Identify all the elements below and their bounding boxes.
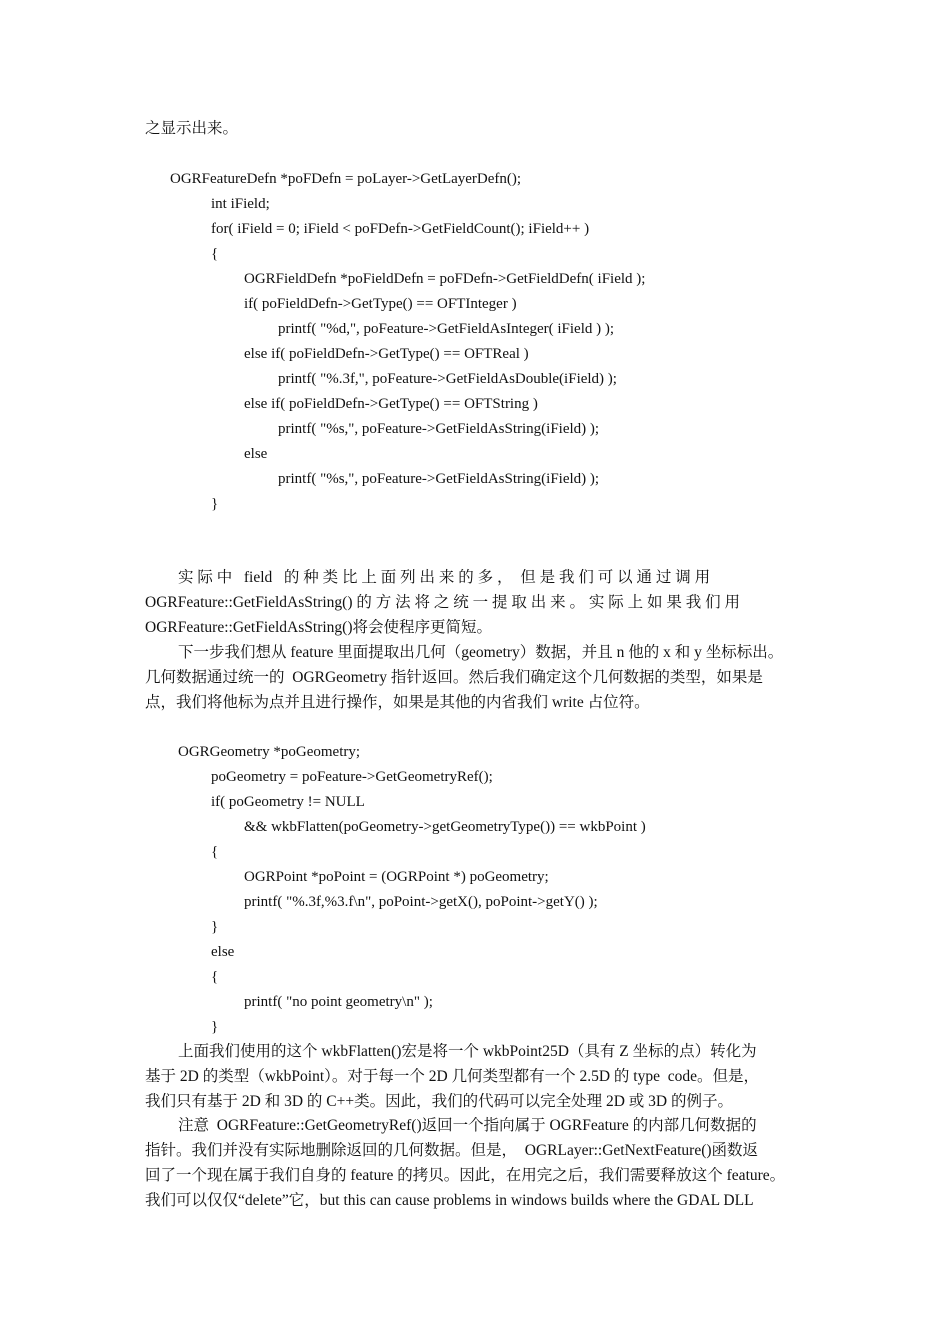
paragraph-line: 基于 2D 的类型（wkbPoint）。对于每一个 2D 几何类型都有一个 2.5D 的 type code。但是， <box>145 1068 759 1085</box>
paragraph-line: 点，我们将他标为点并且进行操作，如果是其他的内省我们 write 占位符。 <box>145 694 650 711</box>
code-line: } <box>211 496 219 512</box>
code-line: printf( "%d,", poFeature->GetFieldAsInteger( iField ) ); <box>278 321 615 337</box>
code-line: OGRGeometry *poGeometry; <box>178 744 361 760</box>
paragraph-line: 回了一个现在属于我们自身的 feature 的拷贝。因此，在用完之后，我们需要释放这个 feature。 <box>145 1167 786 1184</box>
code-line: OGRPoint *poPoint = (OGRPoint *) poGeometry; <box>244 869 549 885</box>
code-line: && wkbFlatten(poGeometry->getGeometryType()) == wkbPoint ) <box>244 819 646 835</box>
code-line: } <box>211 919 219 935</box>
paragraph-line: 上面我们使用的这个 wkbFlatten()宏是将一个 wkbPoint25D（具有 Z 坐标的点）转化为 <box>178 1043 757 1060</box>
code-line: OGRFieldDefn *poFieldDefn = poFDefn->GetFieldDefn( iField ); <box>244 271 646 287</box>
code-line: } <box>211 1019 219 1035</box>
code-line: printf( "%s,", poFeature->GetFieldAsString(iField) ); <box>278 421 600 437</box>
paragraph-line: 实 际 中 field 的 种 类 比 上 面 列 出 来 的 多 ， 但 是 我 们 可 以 通 过 调 用 <box>178 569 711 586</box>
intro-line: 之显示出来。 <box>145 120 239 137</box>
paragraph-line: 下一步我们想从 feature 里面提取出几何（geometry）数据，并且 n 他的 x 和 y 坐标标出。 <box>178 644 784 661</box>
paragraph-line: 注意 OGRFeature::GetGeometryRef()返回一个指向属于 OGRFeature 的内部几何数据的 <box>178 1117 757 1134</box>
code-line: else if( poFieldDefn->GetType() == OFTReal ) <box>244 346 529 362</box>
code-line: int iField; <box>211 196 270 212</box>
code-line: printf( "%s,", poFeature->GetFieldAsString(iField) ); <box>278 471 600 487</box>
code-line: for( iField = 0; iField < poFDefn->GetFieldCount(); iField++ ) <box>211 221 590 237</box>
paragraph-line: OGRFeature::GetFieldAsString()将会使程序更简短。 <box>145 619 493 636</box>
code-line: poGeometry = poFeature->GetGeometryRef(); <box>211 769 493 785</box>
code-line: { <box>211 969 219 985</box>
code-line: else if( poFieldDefn->GetType() == OFTString ) <box>244 396 538 412</box>
code-line: if( poGeometry != NULL <box>211 794 365 810</box>
paragraph-line: 我们可以仅仅“delete”它，but this can cause problems in windows builds where the GDAL DLL <box>145 1192 754 1209</box>
paragraph-line: 几何数据通过统一的 OGRGeometry 指针返回。然后我们确定这个几何数据的类型，如果是 <box>145 669 763 686</box>
paragraph-line: 我们只有基于 2D 和 3D 的 C++类。因此，我们的代码可以完全处理 2D 或 3D 的例子。 <box>145 1093 733 1110</box>
code-line: printf( "%.3f,", poFeature->GetFieldAsDouble(iField) ); <box>278 371 617 387</box>
code-line: { <box>211 844 219 860</box>
code-line: else <box>211 944 235 960</box>
code-line: else <box>244 446 268 462</box>
code-line: { <box>211 246 219 262</box>
paragraph-line: OGRFeature::GetFieldAsString() 的 方 法 将 之 统 一 提 取 出 来 。 实 际 上 如 果 我 们 用 <box>145 594 741 611</box>
code-line: printf( "%.3f,%3.f\n", poPoint->getX(), poPoint->getY() ); <box>244 894 598 910</box>
code-line: OGRFeatureDefn *poFDefn = poLayer->GetLayerDefn(); <box>170 171 522 187</box>
code-line: printf( "no point geometry\n" ); <box>244 994 433 1010</box>
paragraph-line: 指针。我们并没有实际地删除返回的几何数据。但是， OGRLayer::GetNextFeature()函数返 <box>145 1142 759 1159</box>
code-line: if( poFieldDefn->GetType() == OFTInteger ) <box>244 296 517 312</box>
